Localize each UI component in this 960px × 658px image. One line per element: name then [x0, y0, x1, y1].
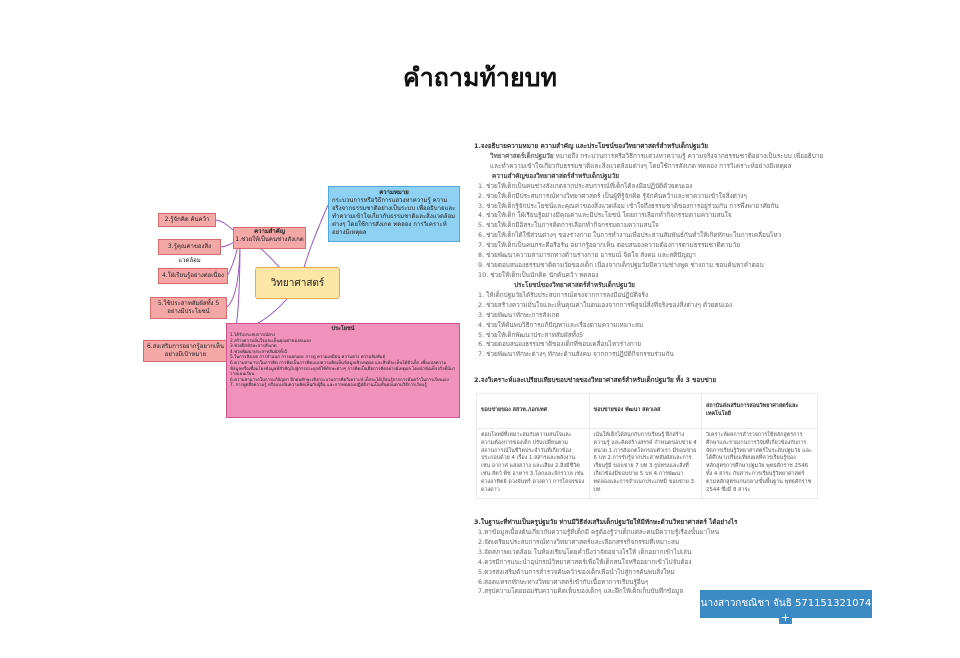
tip-item: 6.สอดแทรกทักษะทางวิทยาศาสตร์เข้ากับเนื้อหาการเรียนรู้อื่นๆ	[478, 577, 649, 586]
question-2-heading: 2.จงวิเคราะห์และเปรียบเทียบขอบข่ายของวิทยาศาสตร์สำหรับเด็กปฐมวัย ทั้ง 3 ขอบข่าย	[474, 376, 717, 384]
meaning-text: กระบวนการหรือวิธีการแสวงหาความรู้ ความจริงจากธรรมชาติอย่างเป็นระบบ เพื่ออธิบายและทำความเข้าใจเกี่ยวกับธรรมชาติและสิ่งแวดล้อมต่างๆ โดยใช้การสังเกต ทดลอง การวิเคราะห์อย่างมีเหตุผล	[332, 197, 456, 237]
meaning-title: ความหมาย	[379, 189, 409, 196]
left-node-5-label: 6.ส่งเสริมการอยากรู้อยากเห็นอย่างมีเป้าหมาย	[146, 343, 224, 359]
table-cell: ตอบโจทย์ที่เหมาะสมกับความสนใจและความต้องการของเด็ก ปรับเปลี่ยนตามสถานการณ์ในชีวิตประจำวันที่เกี่ยวข้อง ประกอบด้วย 4 เรื่อง 1.สสารและพลังงาน เช่น อากาศ แสงสว่าง และเสียง 2.สิ่งมีชีวิต เช่น สัตว์ พืช อาหาร 3.โลกและจักรวาล เช่น ดวงอาทิตย์ ดวงจันทร์ ดวงดาว การโคจรของดวงดาว	[477, 429, 590, 499]
center-label: วิทยาศาสตร์	[270, 278, 325, 289]
tip-item: 7.สรุปความโดยยอมรับความคิดเห็นของเด็กๆ และฝึกให้เด็กเก็บบันทึกข้อมูล	[478, 587, 684, 596]
importance-item: 5. ช่วยให้เด็กมีอิสระในการคิดการเลือกทำกิจกรรมตามความสนใจ	[478, 221, 659, 230]
benefits-title: ประโยชน์	[331, 326, 355, 332]
benefit-item: 4. ช่วยให้ค้นพบวิธีการแก้ปัญหาและเรื่องตามความเหมาะสม	[478, 320, 644, 329]
left-node-1-label: 2.รู้จักคิด ค้นคว้า	[164, 216, 210, 223]
importance-item: 10. ช่วยให้เด็กเป็นนักคิด นักค้นคว้า ทดลอง	[478, 270, 599, 279]
tip-item: 4.ควรมีการแนะนำอุปกรณ์วิทยาศาสตร์เพื่อให้เด็กสนใจหรืออยากเข้าไปจับต้อง	[478, 557, 692, 566]
table-cell: เน้นให้เด็กได้สนุกกับการเรียนรู้ ฝึกสร้างความรู้ และคิดสร้างสรรค์ กำหนดขอบข่าย 4 หน่วย 1.การสังเกตโลกรอบตัวเรา มีขอบข่าย 6 บท 2.การรับรู้จากประสาทสัมผัสและการเรียนรู้มี ขอบข่าย 7 บท 3.รูปทรงและสิ่งที่เกี่ยวข้องมีขอบข่าย 5 บท 4.การพัฒนาทดลองและการจำแนกประเภทมี ขอบข่าย 3 บท	[589, 429, 702, 499]
benefit-item: 5. ช่วยให้เด็กพัฒนาประสาทสัมผัสทั้ง5	[478, 330, 584, 339]
mind-map	[140, 180, 470, 420]
question-2	[474, 376, 824, 386]
benefit-item: 1.ได้รับประสบการณ์ตรง	[230, 333, 276, 339]
page-title: คำถามท้ายบท	[403, 63, 557, 92]
tip-item: 5.ควรส่งเสริมด้านการสำรวจค้นคว้าของเด็กเพื่อนำไปสู่การค้นพบสิ่งใหม่	[478, 567, 675, 576]
benefit-item: 5.ในการสังเกต การจำแนก การแยกแยะ การดู ความเหมือน ความต่าง ความสัมพันธ์	[230, 355, 386, 361]
table-header: ขอบข่ายของ สสวท./เอกเทศ	[477, 394, 590, 429]
tip-item: 2.จัดเตรียมประสบการณ์ทางวิทยาศาสตร์และเลือกสรรกิจกรรมที่เหมาะสม	[478, 537, 680, 546]
benefits-node	[226, 323, 460, 418]
left-node-3	[158, 268, 228, 284]
importance-text: 1.ช่วยให้เป็นคนช่างสังเกต	[235, 236, 304, 244]
meaning-node	[328, 186, 460, 242]
benefit-item: 7. การพูดสื่อความรู้ หรือแบ่งปันความคิดเห็นกับผู้อื่น และการทดลองปฏิบัติงานเป็นขั้นตอนตามวิธีการเรียนรู้	[230, 383, 427, 389]
definition-text: หมายถึง กระบวนการหรือวิธีการแสวงหาความรู้ ความจริงจากธรรมชาติอย่างเป็นระบบ เพื่ออธิบายและทำความเข้าใจเกี่ยวกับธรรมชาติและสิ่งแวดล้อมต่างๆ โดยใช้การสังเกต ทดลอง การวิเคราะห์อย่างมีเหตุผล	[490, 151, 824, 170]
benefit-item: 2. ช่วยสร้างความมั่นใจและเห็นคุณค่าในตนเองจากการพิสูจน์สิ่งที่จริงของสิ่งต่างๆ ด้วยตนเอง	[478, 300, 733, 309]
importance-item: 1. ช่วยให้เด็กเป็นคนช่างสังเกตจากประสบการณ์ที่เด็กได้ลงมือปฏิบัติด้วยตนเอง	[478, 181, 693, 190]
benefit-item: 4.ช่วยพัฒนาประสาทสัมผัสทั้ง5	[230, 349, 288, 355]
table-header: สถาบันส่งเสริมการสอนวิทยาศาสตร์และเทคโนโลยี	[702, 394, 818, 429]
tip-item: 3.จัดสภาพแวดล้อม ในห้องเรียนโดยคำนึงว่าจัดอย่างไรให้ เด็กอยากเข้าไปเล่น	[478, 547, 692, 556]
table-header-row	[477, 394, 818, 429]
question-1-heading: 1.จงอธิบายความหมาย ความสำคัญ และประโยชน์ของวิทยาศาสตร์สำหรับเด็กปฐมวัย	[474, 142, 708, 150]
tip-item: 1.หาข้อมูลเบื้องต้นเกี่ยวกับความรู้ที่เด็กมี ครูต้องรู้ว่าเด็กแต่ละคนมีความรู้เรื่องนั้นมาไหน	[478, 527, 720, 536]
importance-heading: ความสำคัญของวิทยาศาสตร์สำหรับเด็กปฐมวัย	[492, 171, 619, 180]
benefit-item: 6. ช่วยตอบสนองธรรมชาติของเด็กที่ชอบเคลื่อนไหวร่างกาย	[478, 340, 642, 349]
plus-icon[interactable]: +	[780, 611, 791, 624]
table-cell: วิเคราะห์ผลการสำรวจการใช้หลักสูตรการศึกษาและรายงานการวิจัยที่เกี่ยวข้องกับการจัดการเรียนรู้วิทยาศาสตร์ในระดับปฐมวัย และได้ศึกษาเปรียบเทียบผลที่ควรเรียนรู้ของหลักสูตรการศึกษาปฐมวัย พุทธศักราช 2546 ทั้ง 4 สาระ กับสาระการเรียนรู้วิทยาศาสตร์ตามหลักสูตรแกนกลางขั้นพื้นฐาน พุทธศักราช 2544 ซึ่งมี 8 สาระ	[702, 429, 818, 499]
center-node	[255, 267, 340, 299]
left-node-5	[143, 340, 228, 362]
importance-item: 6. ช่วยให้เด็กได้ใช้ส่วนต่างๆ ของร่างกาย ในการทำงานเพื่อประสานสัมพันธ์กันทำให้เกิดทักษะในการเคลื่อนไหว	[478, 231, 782, 240]
definition	[474, 152, 824, 172]
importance-item: 3. ช่วยให้เด็กรู้จักประโยชน์และคุณค่าของสิ่งแวดล้อม เข้าใจถึงธรรมชาติของการอยู่ร่วมกัน การพึ่งพาอาศัยกัน	[478, 201, 779, 210]
importance-item: 2. ช่วยให้เด็กมีประสบการณ์ทางวิทยาศาสตร์ เป็นผู้ที่รู้จักคิด รู้จักค้นคว้าและหาความเข้าใจสิ่งต่างๆ	[478, 191, 747, 200]
left-node-1	[158, 213, 216, 227]
table-row	[477, 429, 818, 499]
left-node-3-label: 4.ใฝ่เรียนรู้อย่างต่อเนื่อง	[162, 272, 224, 279]
importance-item: 4. ช่วยให้เด็ก ใฝ่เรียนรู้อย่างมีคุณค่าและมีประโยชน์ โดยการเลือกทำกิจกรรมตามความสนใจ	[478, 211, 732, 220]
benefit-heading: ประโยชน์ของวิทยาศาสตร์สำหรับเด็กปฐมวัย	[514, 280, 635, 289]
left-node-4	[150, 297, 227, 319]
importance-title: ความสำคัญ	[254, 228, 285, 235]
benefit-item: 7. ช่วยพัฒนาทักษะต่างๆ ทักษะด้านสังคม จากการปฏิบัติกิจกรรมร่วมกัน	[478, 350, 674, 359]
benefit-item: 6.ความสามารถในการแก้ปัญหา ฝึกฝนทักษะเชิงกระบวนการคิดวิเคราะห์ เด็กจะได้เรียนรู้จากการค้นคว้าในการเรียนเอง	[230, 377, 449, 383]
importance-item: 9. ช่วยตอบสนองธรรมชาติตามวัยของเด็ก เนื่องจากเด็กปฐมวัยมีความช่างพูด ช่างถาม ชอบค้นหาคำตอบ	[478, 261, 764, 270]
table-header: ขอบข่ายของ พัฒนา สตาเลส	[589, 394, 702, 429]
left-node-2	[158, 239, 221, 264]
question-3-heading: 3.ในฐานะที่ท่านเป็นครูปฐมวัย ท่านมีวิธีส่งเสริมเด็กปฐมวัยให้มีทักษะด้านวิทยาศาสตร์ ได้อย่างไร	[474, 518, 738, 526]
importance-item: 7. ช่วยให้เด็กเป็นคนกระตือรือร้น อยากรู้อยากเห็น ตอบสนองความต้องการตามธรรมชาติตามวัย	[478, 241, 740, 250]
left-node-4-label: 5.ใช้ประสาทสัมผัสทั้ง 5 อย่างมีประโยชน์	[157, 300, 220, 316]
definition-label: วิทยาศาสตร์เด็กปฐมวัย	[490, 151, 554, 160]
importance-item: 8. ช่วยพัฒนาความสามารถทางด้านร่างกาย อารมณ์ จิตใจ สังคม และสติปัญญา	[478, 251, 696, 260]
question-3	[474, 518, 824, 597]
benefit-item: 3.ช่วยฝึกทักษะการสังเกต	[230, 344, 277, 350]
author-name-bar[interactable]: นางสาวกชณิชา จันธิ 571151321074	[700, 590, 872, 618]
benefit-item: 1. ให้เด็กปฐมวัยได้รับประสบการณ์ตรงจากการลงมือปฏิบัติจริง	[478, 290, 649, 299]
benefit-item: 3. ช่วยพัฒนาทักษะการสังเกต	[478, 310, 560, 319]
benefit-item: 6.ความสามารถในการคิด การคิดเป็นการคิดแบบความคิดเห็นข้อมูลเชิงเหตุผล และสิ่งที่จะเห็นได้ตัวเด็ก เพื่อแปลความข้อมูลหรือเชื่อมโยงข้อมูลที่สำคัญไปสู่การประยุกต์ใช้ทักษะต่างๆ การคิดเป็นคือการคิดอย่างมีเหตุผล โดยนำข้อเท็จจริงที่มีมาวางแผนเรียน	[230, 361, 456, 378]
benefit-item: 2.สร้างความมั่นใจและเห็นคุณค่าของตนเอง	[230, 338, 312, 344]
comparison-table	[476, 393, 818, 499]
question-1	[474, 142, 824, 360]
left-node-2-label: 3.รู้คุณค่าของสิ่งแวดล้อม	[167, 243, 212, 264]
importance-node	[233, 227, 306, 249]
